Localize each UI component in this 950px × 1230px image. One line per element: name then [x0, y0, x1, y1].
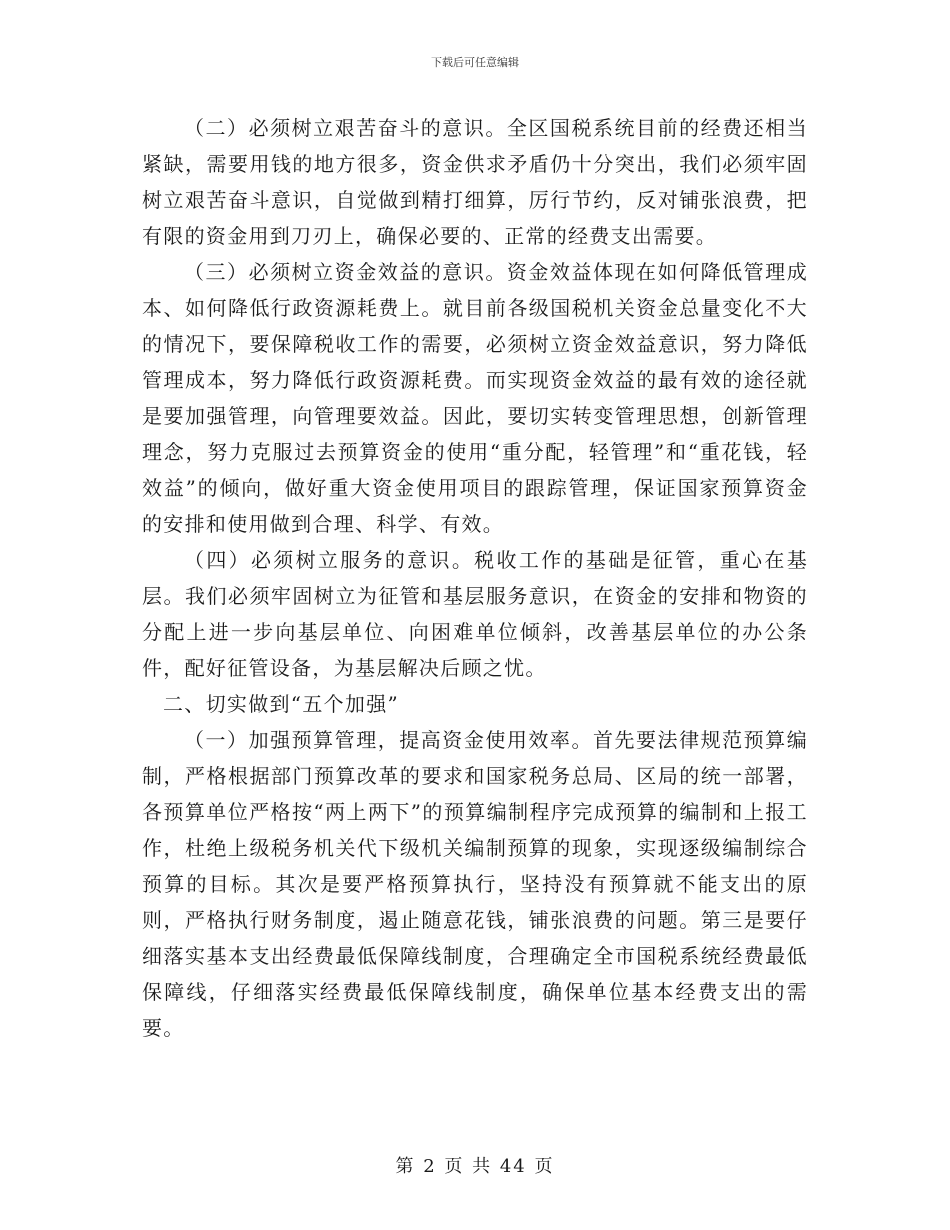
page-footer: 第 2 页 共 44 页	[395, 1156, 555, 1177]
document-body	[142, 110, 808, 1046]
paragraph-section-4: （四）必须树立服务的意识。税收工作的基础是征管，重心在基层。我们必须牢固树立为征管和基层服务意识，在资金的安排和物资的分配上进一步向基层单位、向困难单位倾斜，改善基层单位的办公条件，配好征管设备，为基层解决后顾之忧。	[142, 548, 808, 680]
page-header: 下载后可任意编辑	[431, 56, 519, 69]
paragraph-section-3: （三）必须树立资金效益的意识。资金效益体现在如何降低管理成本、如何降低行政资源耗费上。就目前各级国税机关资金总量变化不大的情况下，要保障税收工作的需要，必须树立资金效益意识，努力降低管理成本，努力降低行政资源耗费。而实现资金效益的最有效的途径就是要加强管理，向管理要效益。因此，要切实转变管理思想，创新管理理念，努力克服过去预算资金的使用“重分配，轻管理”和“重花钱，轻效益”的倾向，做好重大资金使用项目的跟踪管理，保证国家预算资金的安排和使用做到合理、科学、有效。	[142, 260, 808, 536]
section-heading: 二、切实做到“五个加强”	[163, 692, 400, 716]
paragraph-section-2: （二）必须树立艰苦奋斗的意识。全区国税系统目前的经费还相当紧缺，需要用钱的地方很多，资金供求矛盾仍十分突出，我们必须牢固树立艰苦奋斗意识，自觉做到精打细算，厉行节约，反对铺张浪费，把有限的资金用到刀刃上，确保必要的、正常的经费支出需要。	[142, 116, 808, 248]
paragraph-subsection-1: （一）加强预算管理，提高资金使用效率。首先要法律规范预算编制，严格根据部门预算改革的要求和国家税务总局、区局的统一部署，各预算单位严格按“两上两下”的预算编制程序完成预算的编制和上报工作，杜绝上级税务机关代下级机关编制预算的现象，实现逐级编制综合预算的目标。其次是要严格预算执行，坚持没有预算就不能支出的原则，严格执行财务制度，遏止随意花钱，铺张浪费的问题。第三是要仔细落实基本支出经费最低保障线制度，合理确定全市国税系统经费最低保障线，仔细落实经费最低保障线制度，确保单位基本经费支出的需要。	[142, 728, 808, 1040]
